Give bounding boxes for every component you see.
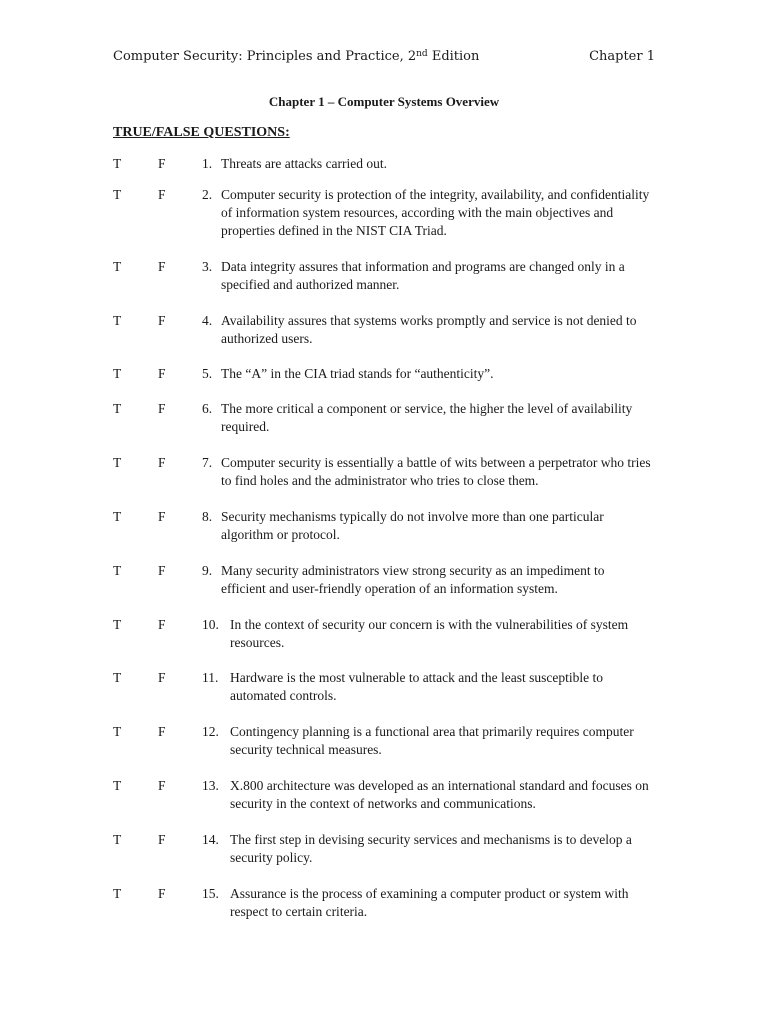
true-option: T [113,366,122,381]
false-option: F [158,617,166,632]
true-option: T [113,509,122,524]
question-text: The more critical a component or service, the higher the level of availability required. [221,401,633,434]
question-text: Security mechanisms typically do not involve more than one particular algorithm or protocol. [221,509,604,542]
book-title-text: Computer Security: Principles and Practice, 2 [113,49,417,64]
book-title-suffix: Edition [427,49,480,64]
true-option: T [113,778,122,793]
true-option: T [113,401,122,416]
question-number: 6. [202,401,213,416]
true-option: T [113,670,122,685]
true-option: T [113,259,122,274]
question-text: Hardware is the most vulnerable to attack and the least susceptible to automated controls. [230,670,604,703]
question-text: The first step in devising security services and mechanisms is to develop a security policy. [230,832,632,865]
question-number: 13. [202,778,219,793]
true-option: T [113,886,122,901]
question-number: 10. [202,617,219,632]
question-number: 9. [202,563,213,578]
question-text: In the context of security our concern is with the vulnerabilities of system resources. [230,617,629,650]
false-option: F [158,670,166,685]
question-text: Threats are attacks carried out. [221,156,388,171]
question-number: 15. [202,886,219,901]
question-number: 8. [202,509,213,524]
question-number: 14. [202,832,219,847]
question-number: 1. [202,156,213,171]
false-option: F [158,366,166,381]
running-header [113,47,655,67]
section-heading: TRUE/FALSE QUESTIONS: [113,125,290,140]
question-text: Contingency planning is a functional area that primarily requires computer security technical measures. [230,724,634,757]
false-option: F [158,313,166,328]
book-title [113,47,479,67]
false-option: F [158,509,166,524]
question-text: Computer security is protection of the integrity, availability, and confidentiality of information system resources, according with the main objectives and properties defined in the NIST CIA Triad. [221,187,650,238]
true-option: T [113,563,122,578]
question-text: Data integrity assures that information and programs are changed only in a specified and authorized manner. [221,259,625,292]
question-number: 12. [202,724,219,739]
false-option: F [158,455,166,470]
question-text: X.800 architecture was developed as an international standard and focuses on security in the context of networks and communications. [230,778,649,811]
question-text: Computer security is essentially a battle of wits between a perpetrator who tries to find holes and the administrator who tries to close them. [221,455,651,488]
question-number: 7. [202,455,213,470]
question-number: 11. [202,670,219,685]
false-option: F [158,563,166,578]
edition-superscript: nd [416,49,428,59]
true-option: T [113,187,122,202]
false-option: F [158,187,166,202]
false-option: F [158,886,166,901]
question-text: Many security administrators view strong security as an impediment to efficient and user-friendly operation of an information system. [221,563,605,596]
true-option: T [113,156,122,171]
true-option: T [113,832,122,847]
question-text: The “A” in the CIA triad stands for “authenticity”. [221,366,494,381]
false-option: F [158,156,166,171]
question-number: 2. [202,187,213,202]
false-option: F [158,778,166,793]
header-chapter-label: Chapter 1 [589,49,655,64]
chapter-heading: Chapter 1 – Computer Systems Overview [268,94,500,109]
question-number: 5. [202,366,213,381]
question-text: Availability assures that systems works promptly and service is not denied to authorized users. [221,313,637,346]
false-option: F [158,724,166,739]
true-option: T [113,724,122,739]
true-option: T [113,313,122,328]
question-number: 4. [202,313,213,328]
false-option: F [158,259,166,274]
question-text: Assurance is the process of examining a computer product or system with respect to certain criteria. [230,886,629,919]
true-option: T [113,617,122,632]
false-option: F [158,401,166,416]
false-option: F [158,832,166,847]
true-option: T [113,455,122,470]
question-number: 3. [202,259,213,274]
